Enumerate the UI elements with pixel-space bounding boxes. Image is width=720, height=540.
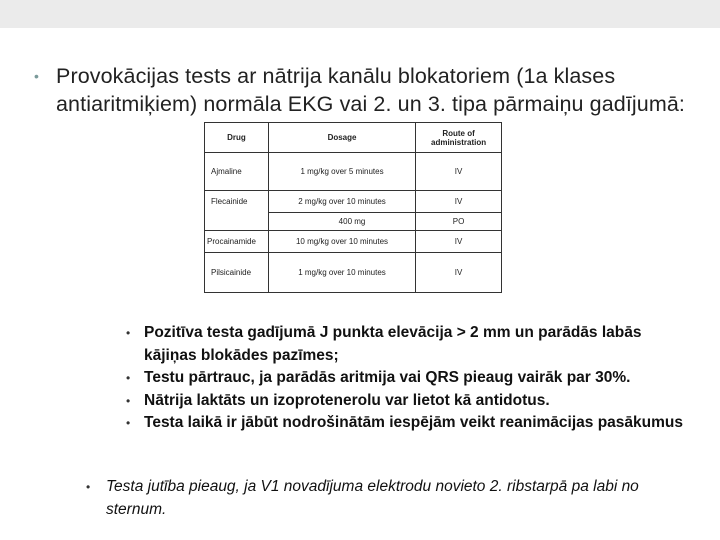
table-row [205,213,502,231]
slide-top-bar [0,0,720,28]
header-dosage: Dosage [268,123,415,153]
list-item [122,390,692,413]
table-row [205,191,502,213]
list-item-text: Testu pārtrauc, ja parādās aritmija vai QRS pieaug vairāk par 30%. [144,369,631,386]
table-row [205,231,502,253]
cell-dosage: 400 mg [268,213,415,231]
cell-route: IV [416,191,502,213]
bullet-dot: • [34,68,39,84]
cell-drug: Pilsicainide [205,253,269,293]
drug-dosage-table [204,122,502,293]
main-bullet [34,62,694,118]
bullet-dot: • [126,326,131,340]
cell-drug [205,213,269,231]
bullet-dot: • [126,393,131,408]
italic-bullet-text: Testa jutība pieaug, ja V1 novadījuma elektrodu novieto 2. ribstarpā pa labi no sternum. [106,478,639,518]
list-item [122,367,692,390]
list-item-text: Pozitīva testa gadījumā J punkta elevācija > 2 mm un parādās labās kājiņas blokādes pazīmes; [144,324,642,364]
cell-dosage: 10 mg/kg over 10 minutes [268,231,415,253]
cell-dosage: 1 mg/kg over 10 minutes [268,253,415,293]
bullet-dot: • [126,416,131,430]
table-header-row [205,123,502,153]
cell-drug: Flecainide [205,191,269,213]
header-route: Route of administration [416,123,502,153]
cell-route: IV [416,253,502,293]
bullet-dot: • [126,371,131,385]
table-row [205,153,502,191]
header-drug: Drug [205,123,269,153]
italic-bullet [86,476,686,521]
main-bullet-text: Provokācijas tests ar nātrija kanālu blokatoriem (1a klases antiaritmiķiem) normāla EKG vai 2. un 3. tipa pārmaiņu gadījumā: [56,64,685,116]
cell-drug: Procainamide [205,231,269,253]
list-item-text: Nātrija laktāts un izoprotenerolu var lietot kā antidotus. [144,391,550,409]
cell-dosage: 2 mg/kg over 10 minutes [268,191,415,213]
sub-bullet-list [122,322,692,435]
bullet-dot: • [86,480,91,494]
cell-route: IV [416,153,502,191]
cell-route: PO [416,213,502,231]
cell-route: IV [416,231,502,253]
table-row [205,253,502,293]
list-item [122,322,692,367]
list-item-text: Testa laikā ir jābūt nodrošinātām iespējām veikt reanimācijas pasākumus [144,414,683,431]
list-item [122,412,692,435]
cell-drug: Ajmaline [205,153,269,191]
cell-dosage: 1 mg/kg over 5 minutes [268,153,415,191]
